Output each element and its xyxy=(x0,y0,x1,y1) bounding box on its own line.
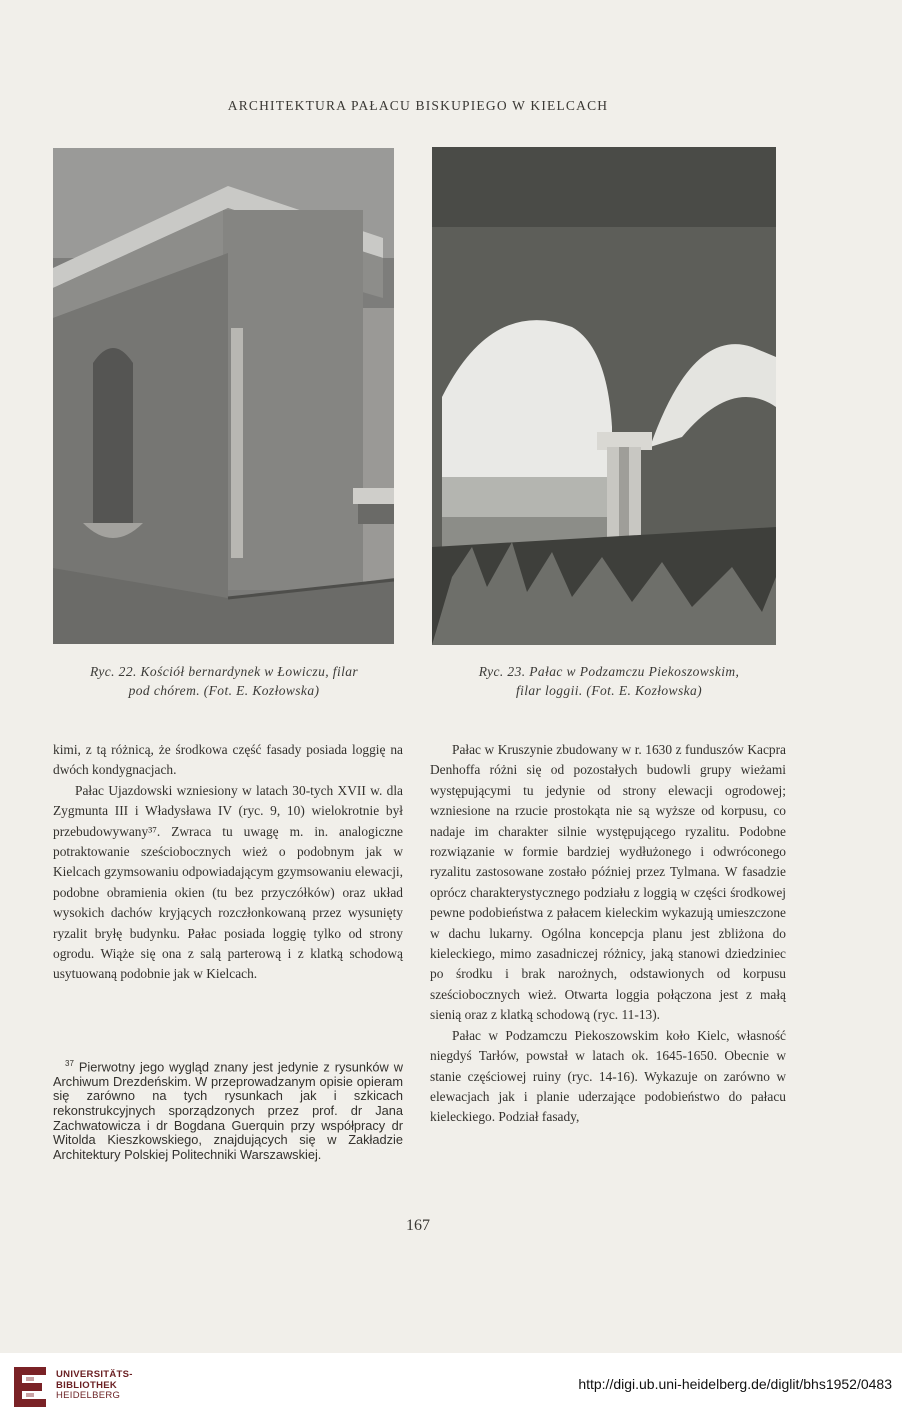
caption-22-line2: pod chórem. (Fot. E. Kozłowska) xyxy=(128,683,320,698)
source-url-link[interactable]: http://digi.ub.uni-heidelberg.de/diglit/bhs1952/0483 xyxy=(578,1376,892,1392)
paragraph: kimi, z tą różnicą, że środkowa część fasady posiada loggię na dwóch kondygnacjach. xyxy=(53,742,403,778)
library-name-line1: UNIVERSITÄTS- xyxy=(56,1369,133,1380)
caption-22-line1: Ryc. 22. Kościół bernardynek w Łowiczu, filar xyxy=(89,664,359,679)
running-header: ARCHITEKTURA PAŁACU BISKUPIEGO W KIELCACH xyxy=(227,98,609,113)
figure-caption-23 xyxy=(428,662,790,700)
page-number: 167 xyxy=(406,1217,430,1234)
photo-loggia-podzamcze xyxy=(432,147,776,645)
library-name-line3: HEIDELBERG xyxy=(56,1390,121,1401)
left-text-column xyxy=(53,740,403,985)
paragraph: Pałac w Kruszynie zbudowany w r. 1630 z funduszów Kacpra Denhoffa różni się od pozostałych budowli grupy wieżami występującymi tu jedynie od strony elewacji ogrodowej; wzniesione na rzucie prostokąta nie są wyższe od korpusu, co nadaje im charakter silnie występującego ryzalitu. Podobne rozwiązanie w formie bardziej wydłużonego i odwróconego ryzalitu zastosowane zostało później przez Tylmana. W fasadzie oprócz charakterystycznego podziału z loggią w części środkowej pewne podobieństwa z pałacem kieleckim wykazują umieszczone w dachu lukarny. Ogólna koncepcja planu jest zbliżona do kieleckiego, mimo zasadniczej różnicy, jaką stanowi dziedziniec po środku i brak narożnych, odstawionych od korpusu sześciobocznych wież. Otwarta loggia połączona jest z małą sienią oraz z klatką schodową (ryc. 11-13). xyxy=(430,742,786,1023)
caption-23-line1: Ryc. 23. Pałac w Podzamczu Piekoszowskim, xyxy=(478,664,740,679)
library-name xyxy=(56,1370,133,1402)
figure-caption-22 xyxy=(48,662,400,700)
photo-pillar-lowicz-image xyxy=(53,148,394,644)
footnote-text: Pierwotny jego wygląd znany jest jedynie z rysunków w Archiwum Drezdeńskim. W przeprowadzanym opisie opieram się zarówno na tych rysunkach jak i szkicach rekonstrukcyjnych sporządzonych przez prof. dr Jana Zachwatowicza i dr Bogdana Guerquin przy współpracy dr Witolda Kieszkowskiego, znajdujących się w Zakładzie Architektury Polskiej Politechniki Warszawskiej. xyxy=(53,1059,403,1162)
photo-pillar-lowicz xyxy=(53,148,394,644)
caption-23-line2: filar loggii. (Fot. E. Kozłowska) xyxy=(515,683,703,698)
library-name-line2: BIBLIOTHEK xyxy=(56,1379,118,1391)
footnote-marker: 37 xyxy=(65,1059,74,1068)
paragraph: Pałac w Podzamczu Piekoszowskim koło Kielc, własność niegdyś Tarłów, powstał w latach ok. 1645-1650. Obecnie w stanie częściowej ruiny (ryc. 14-16). Wykazuje on zarówno w elewacjach jak i planie uderzające podobieństwo do pałacu kieleckiego. Podział fasady, xyxy=(430,1027,786,1125)
photo-loggia-podzamcze-image xyxy=(432,147,776,645)
right-text-column xyxy=(430,740,786,1128)
heidelberg-library-logo-icon xyxy=(12,1363,48,1409)
library-footer xyxy=(0,1353,902,1418)
paragraph: Pałac Ujazdowski wzniesiony w latach 30-tych XVII w. dla Zygmunta III i Władysława IV (ryc. 9, 10) wielokrotnie był przebudowywany³⁷. Zwraca tu uwagę m. in. analogiczne potraktowanie sześciobocznych wież o podobnym jak w Kielcach gzymsowaniu odpowiadającym gzymsowaniu elewacji, podobne obramienia okien (tu bez przyczółków) oraz układ wysokich dachów kryjących rozczłonkowaną przez wysunięty ryzalit bryłę budynku. Pałac posiada loggię tylko od strony ogrodu. Wiąże się ona z salą parterową i z klatką schodową usytuowaną podobnie jak w Kielcach. xyxy=(53,782,403,982)
footnote-37 xyxy=(53,1057,403,1162)
